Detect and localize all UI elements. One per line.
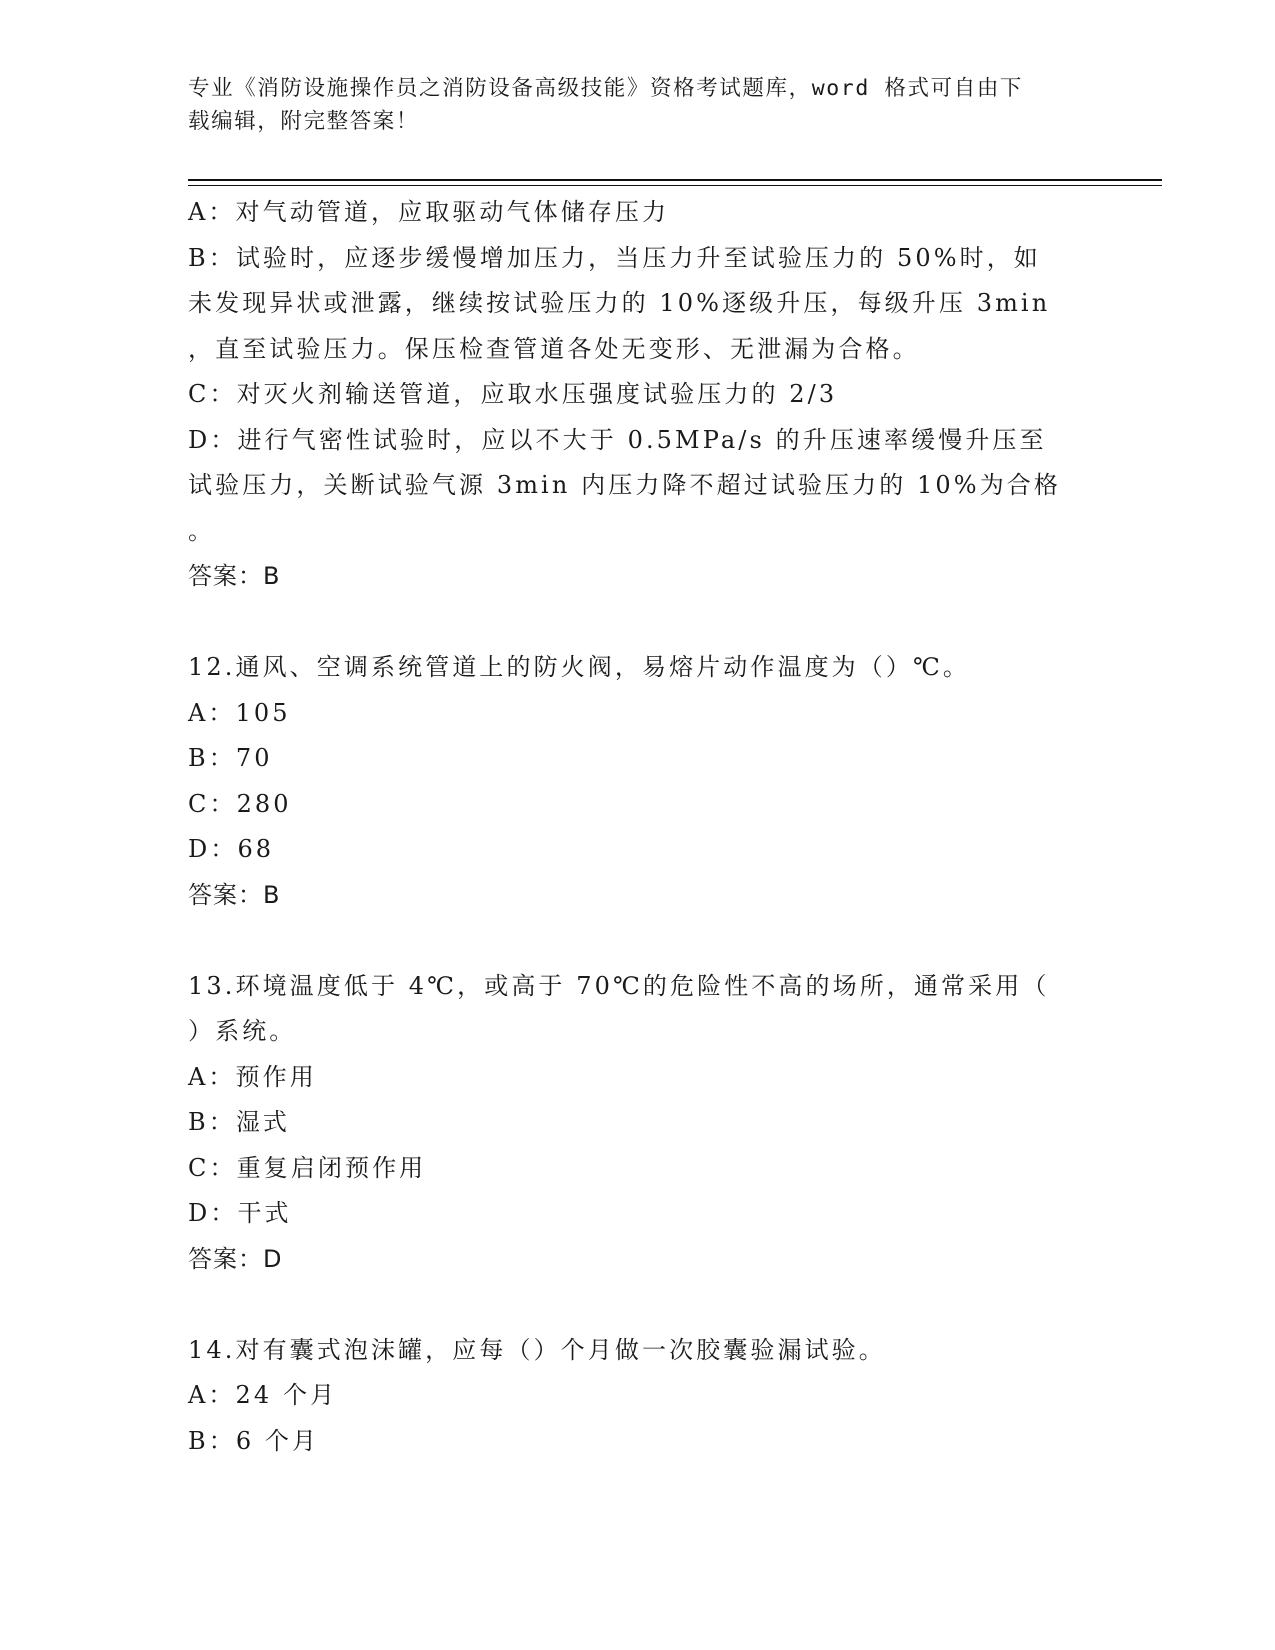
option-line: 试验压力，关断试验气源 3min 内压力降不超过试验压力的 10%为合格 (188, 471, 1061, 499)
option-line: D：进行气密性试验时，应以不大于 0.5MPa/s 的升压速率缓慢升压至 (188, 425, 1047, 454)
document-header (188, 72, 1088, 138)
option-d: D：干式 (188, 1199, 292, 1227)
question-stem: 14.对有囊式泡沫罐，应每（）个月做一次胶囊验漏试验。 (188, 1335, 886, 1364)
answer-line: 答案：B (188, 562, 281, 590)
header-line: 载编辑，附完整答案！ (188, 109, 420, 134)
option-d (188, 418, 1088, 555)
option-b: B：6 个月 (188, 1426, 320, 1455)
option-a: A：105 (188, 698, 291, 727)
option-c: C：对灭火剂输送管道，应取水压强度试验压力的 2/3 (188, 380, 838, 408)
option-line: ，直至试验压力。保压检查管道各处无变形、无泄漏为合格。 (188, 334, 920, 363)
question-stem: 12.通风、空调系统管道上的防火阀，易熔片动作温度为（）℃。 (188, 653, 971, 681)
option-c: C：280 (188, 789, 292, 818)
question-12 (188, 645, 1088, 918)
option-b (188, 236, 1088, 373)
answer-line: 答案：B (188, 880, 281, 909)
option-a: A：对气动管道，应取驱动气体储存压力 (188, 198, 670, 226)
question-13 (188, 964, 1088, 1283)
answer-line: 答案：D (188, 1244, 283, 1273)
spacer (188, 1282, 1088, 1328)
option-a: A：24 个月 (188, 1381, 338, 1409)
header-rule-thick (188, 179, 1162, 181)
question-stem: ）系统。 (188, 1017, 297, 1045)
option-line: 未发现异状或泄露，继续按试验压力的 10%逐级升压，每级升压 3min (188, 289, 1051, 317)
option-b: B：70 (188, 744, 273, 772)
question-content (188, 190, 1088, 1464)
question-14 (188, 1328, 1088, 1465)
question-11-tail (188, 190, 1088, 600)
header-line: 专业《消防设施操作员之消防设备高级技能》资格考试题库，word 格式可自由下 (188, 76, 1024, 101)
option-line: B：试验时，应逐步缓慢增加压力，当压力升至试验压力的 50%时，如 (188, 243, 1041, 272)
option-b: B：湿式 (188, 1108, 291, 1136)
question-stem: 13.环境温度低于 4℃，或高于 70℃的危险性不高的场所，通常采用（ (188, 971, 1050, 1000)
option-line: 。 (188, 516, 216, 545)
option-c: C：重复启闭预作用 (188, 1153, 427, 1182)
option-d: D：68 (188, 835, 275, 863)
header-rule-thin (188, 185, 1162, 186)
spacer (188, 600, 1088, 646)
spacer (188, 918, 1088, 964)
option-a: A：预作用 (188, 1062, 317, 1091)
